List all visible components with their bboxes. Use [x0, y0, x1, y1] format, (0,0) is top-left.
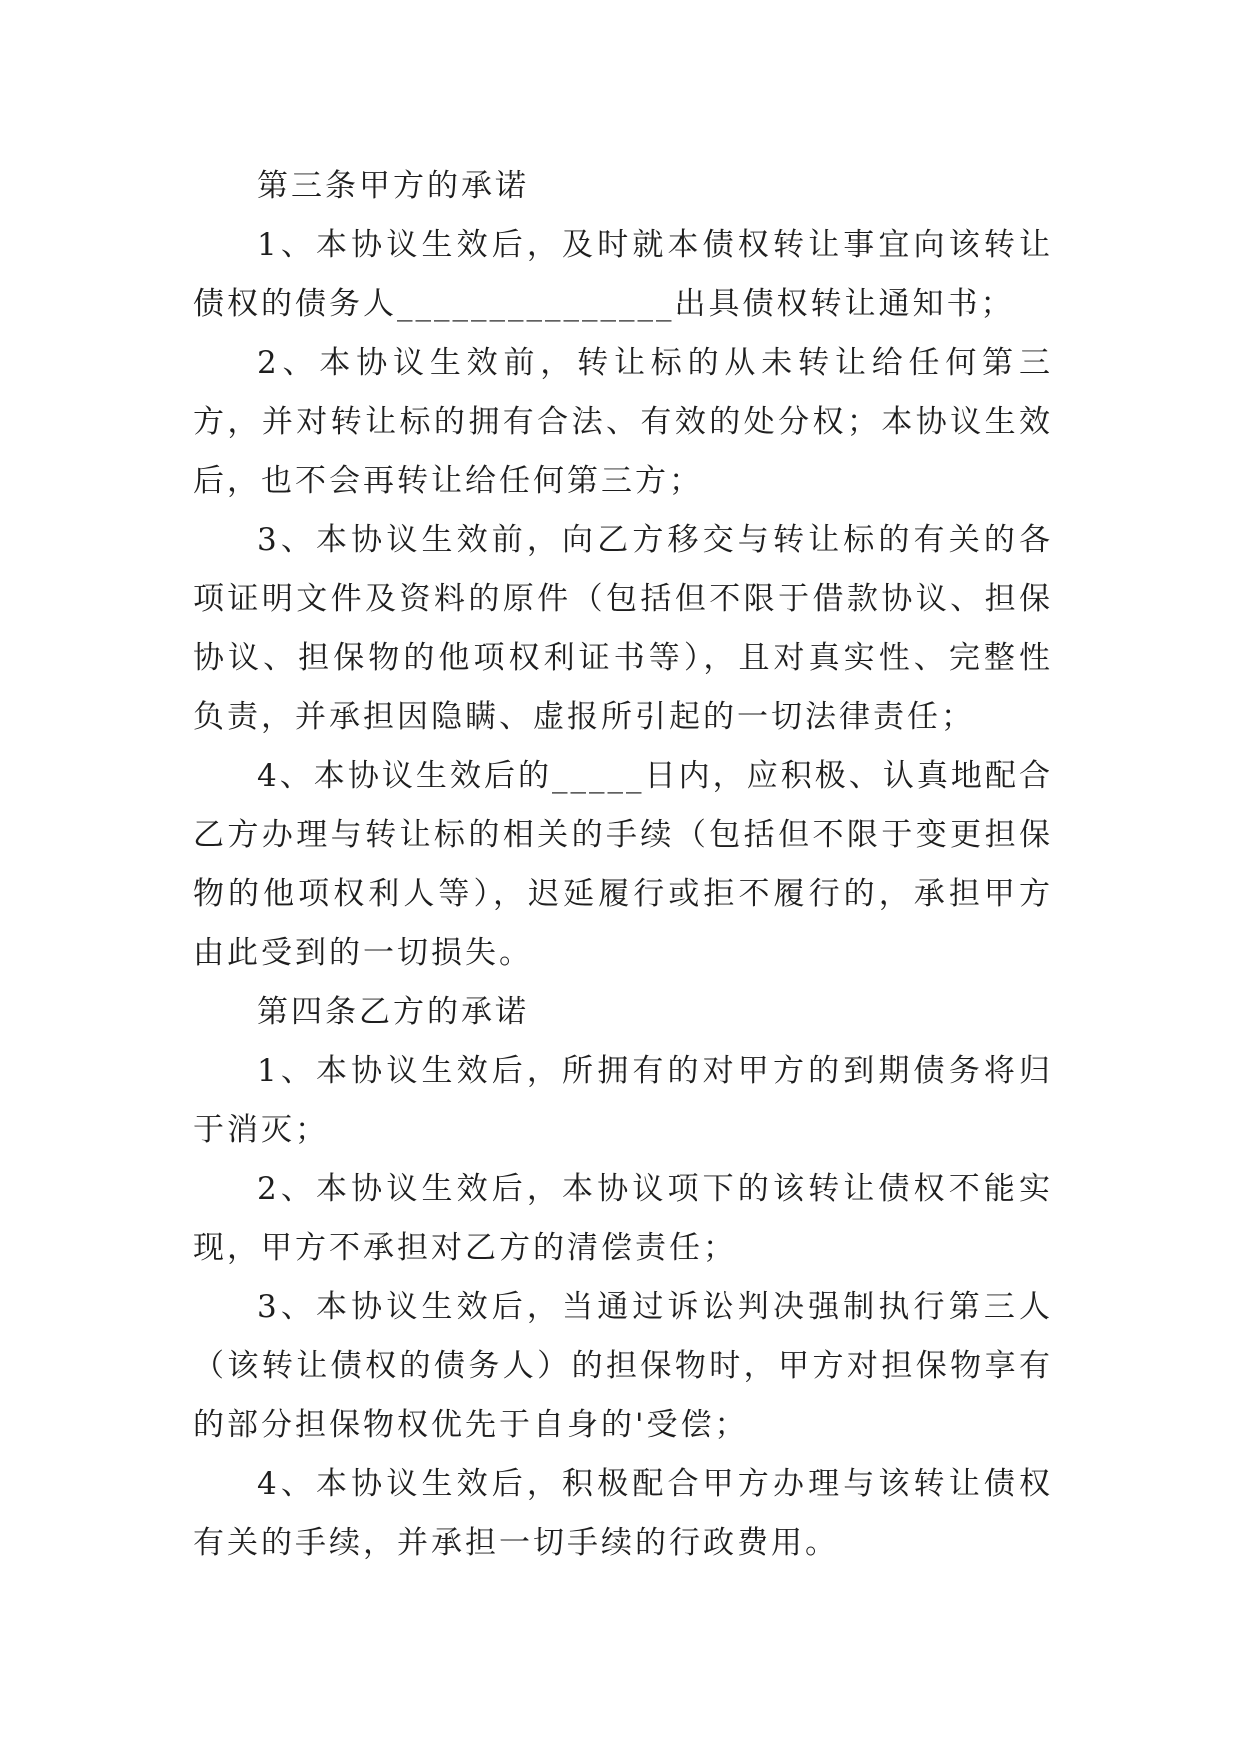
section-3-heading: 第三条甲方的承诺	[257, 168, 529, 204]
section-3-item-1: 1、本协议生效后，及时就本债权转让事宜向该转让债权的债务人_______________出具债权转让通知书；	[193, 227, 1053, 322]
section-4-item-4: 4、本协议生效后，积极配合甲方办理与该转让债权有关的手续，并承担一切手续的行政费用。	[193, 1466, 1053, 1561]
section-3-item-4: 4、本协议生效后的_____日内，应积极、认真地配合乙方办理与转让标的相关的手续（包括但不限于变更担保物的他项权利人等），迟延履行或拒不履行的，承担甲方由此受到的一切损失。	[193, 758, 1053, 971]
document-body	[193, 157, 1053, 1573]
section-4-item-1: 1、本协议生效后，所拥有的对甲方的到期债务将归于消灭；	[193, 1053, 1053, 1148]
section-3-item-2: 2、本协议生效前，转让标的从未转让给任何第三方，并对转让标的拥有合法、有效的处分权；本协议生效后，也不会再转让给任何第三方；	[193, 345, 1053, 499]
section-4-heading: 第四条乙方的承诺	[257, 994, 529, 1030]
section-4-item-2: 2、本协议生效后，本协议项下的该转让债权不能实现，甲方不承担对乙方的清偿责任；	[193, 1171, 1053, 1266]
section-3-item-3: 3、本协议生效前，向乙方移交与转让标的有关的各项证明文件及资料的原件（包括但不限于借款协议、担保协议、担保物的他项权利证书等），且对真实性、完整性负责，并承担因隐瞒、虚报所引起的一切法律责任；	[193, 522, 1053, 735]
section-4-item-3: 3、本协议生效后，当通过诉讼判决强制执行第三人（该转让债权的债务人）的担保物时，甲方对担保物享有的部分担保物权优先于自身的'受偿；	[193, 1289, 1053, 1443]
